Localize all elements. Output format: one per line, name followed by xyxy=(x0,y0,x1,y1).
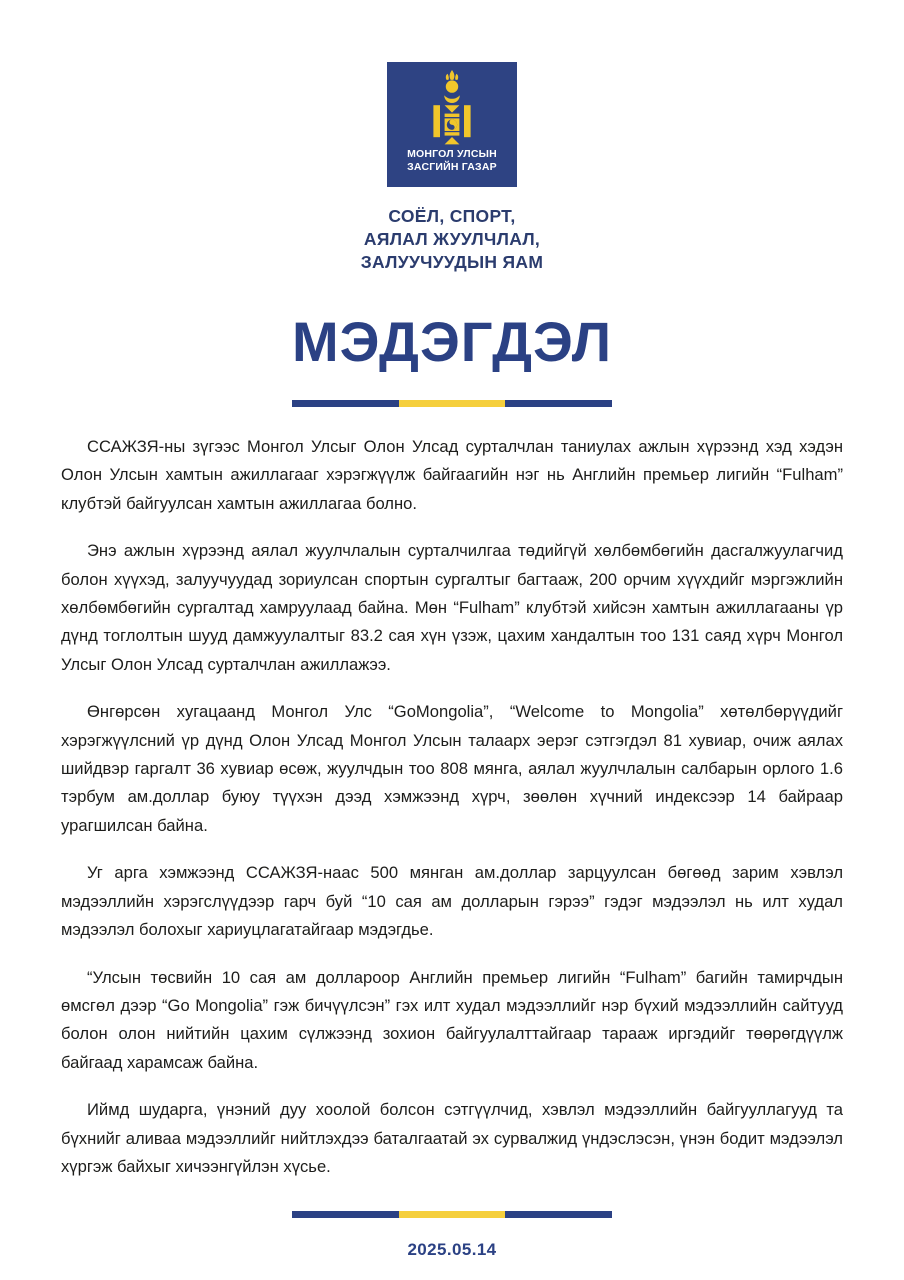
document-header xyxy=(0,0,904,274)
document-date: 2025.05.14 xyxy=(407,1240,497,1260)
divider-segment-navy-left xyxy=(292,1211,399,1218)
body-paragraph: “Улсын төсвийн 10 сая ам доллароор Английн премьер лигийн “Fulham” багийн тамирчдын өмсгөл дээр “Go Mongolia” гэж бичүүлсэн” гэх илт худал мэдээллийг нэр бүхий мэдээллийн сайтууд болон олон нийтийн цахим сүлжээнд зохион байгуулалттайгаар тарааж иргэдийг төөрөгдүүлж байгаад харамсаж байна. xyxy=(61,967,843,1072)
body-paragraph: Уг арга хэмжээнд ССАЖЗЯ-наас 500 мянган ам.доллар зарцуулсан бөгөөд зарим хэвлэл мэдээллийн хэрэгслүүдээр гарч буй “10 сая ам долларын гэрээ” гэдэг мэдээлэл нь илт худал мэдээлэл болохыг хариуцлагатайгаар мэдэгдье. xyxy=(61,863,843,940)
page-title: МЭДЭГДЭЛ xyxy=(291,310,613,373)
document-body xyxy=(61,407,843,1181)
divider-segment-navy-right xyxy=(505,1211,612,1218)
divider-segment-navy-left xyxy=(292,400,399,407)
body-paragraph: ССАЖЗЯ-ны зүгээс Монгол Улсыг Олон Улсад сурталчлан таниулах ажлын хүрээнд хэд хэдэн Олон Улсын хамтын ажиллагааг хэрэгжүүлж байгаагийн нэг нь Английн премьер лигийн “Fulham” клубтэй байгуулсан хамтын ажиллагаа болно. xyxy=(61,437,843,513)
emblem-caption-line1: МОНГОЛ УЛСЫН xyxy=(407,148,497,160)
emblem-caption xyxy=(407,148,497,173)
body-paragraph: Энэ ажлын хүрээнд аялал жуулчлалын сурталчилгаа төдийгүй хөлбөмбөгийн дасгалжуулагчид болон хүүхэд, залуучуудад зориулсан спортын сургалтыг багтааж, 200 орчим хүүхдийг мэргэжлийн хөлбөмбөгийн сургалтад хамруулаад байна. Мөн “Fulham” клубтэй хийсэн хамтын ажиллагааны үр дүнд тоглолтын шууд дамжуулалтыг 83.2 сая хүн үзэж, цахим хандалтын тоо 131 саяд хүрч Монгол Улсыг Олон Улсад сурталчлан ажиллажээ. xyxy=(61,541,843,674)
divider-bottom xyxy=(292,1211,612,1218)
divider-segment-yellow xyxy=(399,400,506,407)
divider-segment-yellow xyxy=(399,1211,506,1218)
ministry-name-line3: ЗАЛУУЧУУДЫН ЯАМ xyxy=(360,252,544,272)
emblem-caption-line2: ЗАСГИЙН ГАЗАР xyxy=(407,160,497,173)
ministry-name-line2: АЯЛАЛ ЖУУЛЧЛАЛ, xyxy=(363,229,541,249)
ministry-name-line1: СОЁЛ, СПОРТ, xyxy=(388,206,516,226)
government-emblem-block xyxy=(387,62,517,187)
body-paragraph: Иймд шударга, үнэний дуу хоолой болсон сэтгүүлчид, хэвлэл мэдээллийн байгууллагууд та бүхнийг аливаа мэдээллийг нийтлэхдээ баталгаатай эх сурвалжид үндэслэсэн, үнэн бодит мэдээлэл хүргэж байхыг хичээнгүйлэн хүсье. xyxy=(61,1100,843,1176)
ministry-name xyxy=(361,205,543,274)
divider-segment-navy-right xyxy=(505,400,612,407)
divider-top xyxy=(292,400,612,407)
soyombo-emblem-icon xyxy=(421,68,483,146)
body-paragraph: Өнгөрсөн хугацаанд Монгол Улс “GoMongolia”, “Welcome to Mongolia” хөтөлбөрүүдийг хэрэгжүүлсний үр дүнд Олон Улсад Монгол Улсын талаарх эерэг сэтгэгдэл 81 хувиар, очиж аялах шийдвэр гаргалт 36 хувиар өсөж, жуулчдын тоо 808 мянга, аялал жуулчлалын салбарын орлого 1.6 тэрбум ам.доллар буюу түүхэн дээд хэмжээнд хүрч, зөөлөн хүчний индексээр 14 байраар урагшилсан байна. xyxy=(61,702,843,835)
